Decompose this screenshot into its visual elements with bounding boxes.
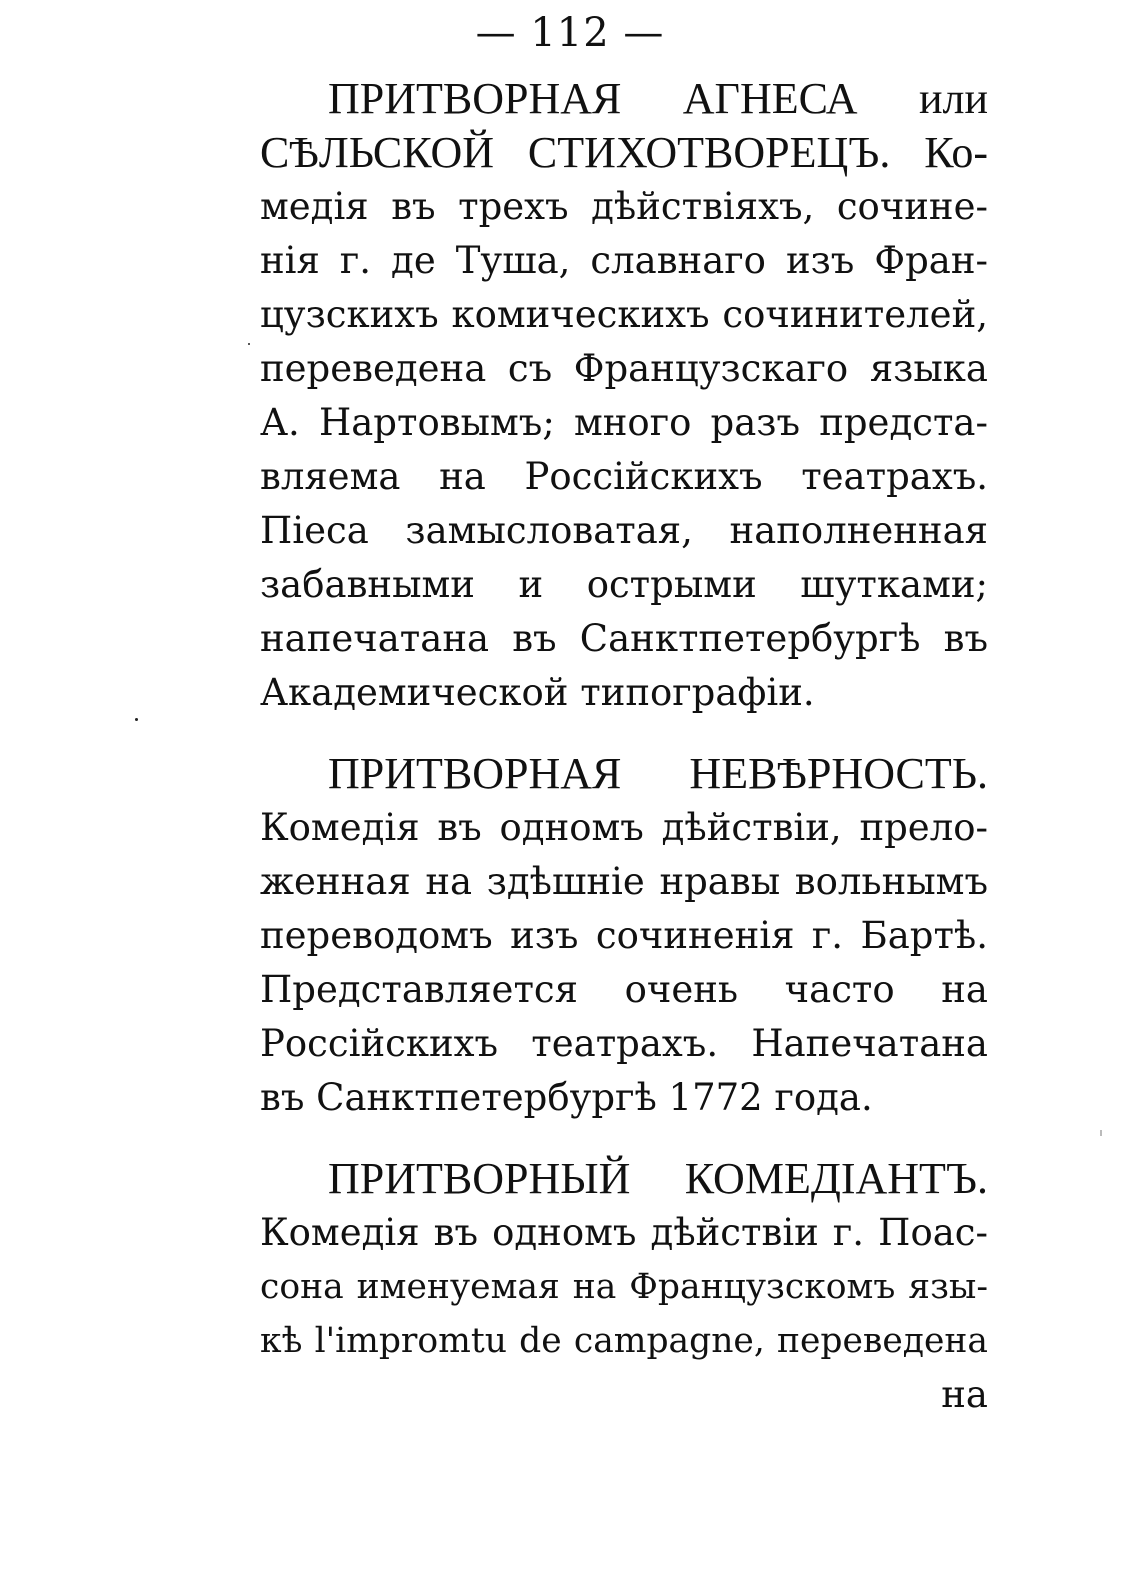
entry-line: на [941,1373,988,1416]
entry-line: ПРИТВОРНАЯ НЕВѢРНОСТЬ. [328,749,988,798]
entry-line: Россійскихъ театрахъ. Напечатана [260,1022,988,1065]
catalog-entry [260,72,988,720]
entry-line: А. Нартовымъ; много разъ предста- [260,401,988,444]
entry-line: Академической типографіи. [260,671,815,714]
scan-speck [135,718,138,721]
entry-line: напечатана въ Санктпетербургѣ въ [260,617,988,660]
entry-line: нія г. де Туша, славнаго изъ Фран- [260,239,988,282]
entry-line: вляема на Россійскихъ театрахъ. [260,455,988,498]
entry-line: СѢЛЬСКОЙ СТИХОТВОРЕЦЪ. Ко- [260,128,988,177]
entry-line: кѣ l'impromtu de campagne, переведена [260,1321,988,1361]
entry-line: переведена съ Французскаго языка [260,347,988,390]
entry-line: ПРИТВОРНАЯ АГНЕСА или [328,74,988,123]
entry-line: Піеса замысловатая, наполненная [260,509,988,552]
entry-line: переводомъ изъ сочиненія г. Бартѣ. [260,914,988,957]
page-number: — 112 — [475,10,665,56]
entry-line: сона именуемая на Французскомъ язы- [260,1267,988,1307]
entry-line: женная на здѣшніе нравы вольнымъ [260,860,988,903]
scan-speck [248,343,250,345]
entry-line: ПРИТВОРНЫЙ КОМЕДІАНТЪ. [328,1154,988,1203]
entry-line: забавными и острыми шутками; [260,563,988,606]
entry-line: Комедія въ одномъ дѣйствіи г. Поас- [260,1211,988,1254]
entry-line: цузскихъ комическихъ сочинителей, [260,293,988,336]
entry-line: Комедія въ одномъ дѣйствіи, прело- [260,806,988,849]
catalog-entry [260,747,988,1125]
entry-line: медія въ трехъ дѣйствіяхъ, сочине- [260,185,988,228]
entry-line: въ Санктпетербургѣ 1772 года. [260,1076,873,1119]
entry-line: Представляется очень часто на [260,968,988,1011]
catalog-entry [260,1152,988,1422]
scan-speck [1100,1130,1102,1136]
